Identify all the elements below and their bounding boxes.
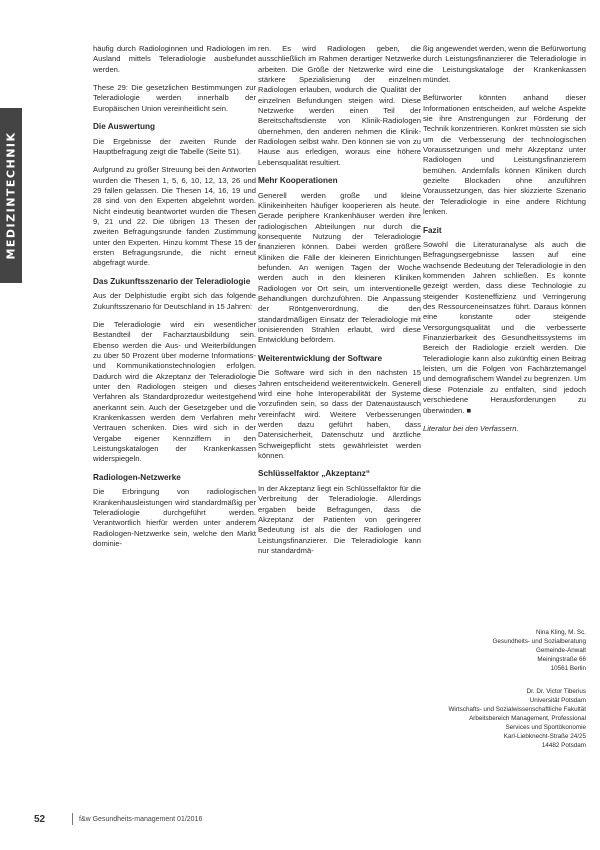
section-heading: Fazit xyxy=(423,225,442,235)
paragraph: Befürworter könnten anhand dieser Informationen entscheiden, auf welche Aspekte sie ihre Anstrengungen zur Förderung der Technik konzentrieren. Konkret müssten sie sich um die Verbesserung der technologischen Voraussetzungen und mehr Akzeptanz unter Radiologen und Leistungsfinanzierern bemühen. Andernfalls können Kliniken durch gezielte Blockaden ohne anzuführen Voraussetzungen, das hier skizzierte Szenario der Teleradiologie in eine andere Richtung lenken. xyxy=(423,93,586,217)
author-line: Arbeitsbereich Management, Professional xyxy=(469,715,586,722)
page-number: 52 xyxy=(34,813,46,825)
author-name: Nina Kling, M. Sc. xyxy=(535,629,586,636)
fazit-text: Sowohl die Literaturanalyse als auch die Befragungsergebnisse lassen auf eine wachsende Bedeutung der Teleradiologie in den kommenden Jahren schließen. Es konnte gezeigt werden, dass diese Technologie zu steigender Kosteneffizienz und Verringerung des Ressourceneinsatzes führt. Daraus können eine konstante oder steigende Versorgungsqualität und die verbesserte Finanzierbarkeit des Gesundheitssystems im Bereich der Radiologie erzielt werden. Die Teleradiologie kann also zukünftig einen Beitrag leisten, um die Folgen von Fachärztemangel und demografischem Wandel zu begrenzen. Um diese Potenziale zu entfalten, sind jedoch verschiedene Herausforderungen zu überwinden. xyxy=(423,240,586,415)
author-addresses xyxy=(423,628,586,764)
paragraph: häufig durch Radiologinnen und Radiologen im Ausland mittels Teleradiologie ausbefundet werden. xyxy=(93,44,256,74)
paragraph xyxy=(423,240,586,416)
paragraph: Aufgrund zu großer Streuung bei den Antworten wurden die Thesen 1, 5, 6, 10, 12, 13, 26 und 29 fallen gelassen. Die Thesen 14, 16, 19 und 28 sind von den Experten abgelehnt worden. Nicht eindeutig beantwortet wurden die Thesen 9, 21 und 22. Die übrigen 13 Thesen der zweiten Befragungsrunde fanden Zustimmung unter den Experten. Hinzu kommt These 15 der ersten Befragungsrunde, die nicht erneut abgefragt wurde. xyxy=(93,165,256,268)
end-mark: ■ xyxy=(466,405,472,415)
paragraph: Die Erbringung von radiologischen Krankenhausleistungen wird standardmäßig per Teleradiologie durchgeführt werden. Verantwortlich hierfür werden unter anderem Radiologen-Netzwerke sein, welche den Markt dominie- xyxy=(93,487,256,548)
section-heading: Die Auswertung xyxy=(93,122,156,132)
text-column-3 xyxy=(423,44,586,442)
author-line: Gemeinde-Anwalt xyxy=(535,647,586,654)
paragraph: ßig angewendet werden, wenn die Befürwortung durch Leistungsfinanzierer die Teleradiologie in die Leistungskataloge der Krankenkassen mündet. xyxy=(423,44,586,85)
author-line: Services und Sportökonomie xyxy=(505,724,586,731)
section-heading: Radiologen-Netzwerke xyxy=(93,472,181,482)
author-line: 14482 Potsdam xyxy=(541,742,586,749)
paragraph: Die Software wird sich in den nächsten 15 Jahren entscheidend weiterentwickeln. Generell wird eine hohe Interoperabilität der Systeme vorzufinden sein, so dass der Datenaustausch vereinfacht wird. Weitere Verbesserungen werden dazu geführt haben, dass Datensicherheit, Datenschutz und ärztliche Schweigepflicht stets gewährleistet werden können. xyxy=(258,368,421,461)
section-heading: Das Zukunftsszenario der Teleradiologie xyxy=(93,276,251,286)
section-heading: Mehr Kooperationen xyxy=(258,176,338,186)
section-heading: Schlüsselfaktor „Akzeptanz“ xyxy=(258,469,370,479)
publication-name: f&w Gesundheits-management 01/2016 xyxy=(79,815,203,823)
literature-note: Literatur bei den Verfassern. xyxy=(423,423,519,433)
paragraph: These 29: Die gesetzlichen Bestimmungen zur Teleradiologie werden innerhalb der Europäischen Union vereinheitlicht sein. xyxy=(93,83,256,113)
author-line: Karl-Liebknecht-Straße 24/25 xyxy=(503,733,586,740)
footer-divider xyxy=(72,813,73,825)
author-name: Dr. Dr. Victor Tiberius xyxy=(526,688,586,695)
author-line: Gesundheits- und Sozialberatung xyxy=(492,638,586,645)
section-heading: Weiterentwicklung der Software xyxy=(258,353,383,363)
text-column-1 xyxy=(93,44,256,557)
author-line: Wirtschafts- und Sozialwissenschaftliche Fakultät xyxy=(448,706,586,713)
author-block xyxy=(423,628,586,673)
page-footer xyxy=(34,812,580,826)
paragraph: Aus der Delphistudie ergibt sich das folgende Zukunftsszenario für Deutschland in 15 Jahren: xyxy=(93,291,256,311)
paragraph: Die Teleradiologie wird ein wesentlicher Bestandteil der Facharztausbildung sein. Ebenso werden die Aus- und Weiterbildungen zu über 50 Prozent über moderne Informations- und Kommunikationstechnologien erfolgen. Dadurch wird die Akzeptanz der Teleradiologie unter den Radiologen steigen und dieses Verfahren als Standardprozedur weitestgehend anerkannt sein. Auch der Gesetzgeber und die Krankenkassen werden dem Verfahren mehr Vertrauen schenken. Dies wird sich in der Vergabe eigener Kennziffern in den Leistungskatalogen der Krankenkassen widerspiegeln. xyxy=(93,319,256,464)
paragraph: Generell werden große und kleine Klinikeinheiten häufiger kooperieren als heute. Gerade periphere Krankenhäuser werden ihre radiologischen Abteilungen nur durch die konsequente Nutzung der Teleradiologie finanzieren können. Dabei werden größere Kliniken die Fälle der kleineren Einrichtungen befunden. An wenigen Tagen der Woche werden auch in den kleineren Kliniken Radiologen vor Ort sein, um interventionelle Behandlungen durchzuführen. Die Anpassung der Röntgenverordnung, die den standardmäßigen Einsatz der Teleradiologie mit ionisierenden Strahlen erlaubt, wird diese Entwicklung befördern. xyxy=(258,190,421,345)
text-column-2 xyxy=(258,44,421,564)
author-line: Meiningstraße 66 xyxy=(537,656,586,663)
author-line: Universität Potsdam xyxy=(529,697,586,704)
author-block xyxy=(423,687,586,750)
section-label: MEDIZINTECHNIK xyxy=(4,131,18,260)
paragraph: In der Akzeptanz liegt ein Schlüsselfaktor für die Verbreitung der Teleradiologie. Allerdings ergaben beide Befragungen, dass die Akzeptanz der Patienten von geringerer Bedeutung ist als die der Radiologen und Leistungsfinanzierer. Die Teleradiologie kann nur standardmä- xyxy=(258,483,421,555)
paragraph: ren. Es wird Radiologen geben, die ausschließlich im Rahmen derartiger Netzwerke arbeiten. Die Größe der Netzwerke wird eine stärkere Spezialisierung der einzelnen Radiologen erlauben, wodurch die Qualität der einzelnen Befundungen steigen wird. Diese Netzwerke werden einen Teil der Bereitschaftsdienste von Klinik-Radiologen übernehmen, den anderen nehmen die Klinik-Radiologen selbst wahr. Den können sie von zu Hause aus erledigen, woraus eine höhere Lebensqualität resultiert. xyxy=(258,44,421,167)
paragraph: Die Ergebnisse der zweiten Runde der Hauptbefragung zeigt die Tabelle (Seite 51). xyxy=(93,136,256,156)
section-tab xyxy=(0,108,22,283)
author-line: 10561 Berlin xyxy=(550,665,586,672)
